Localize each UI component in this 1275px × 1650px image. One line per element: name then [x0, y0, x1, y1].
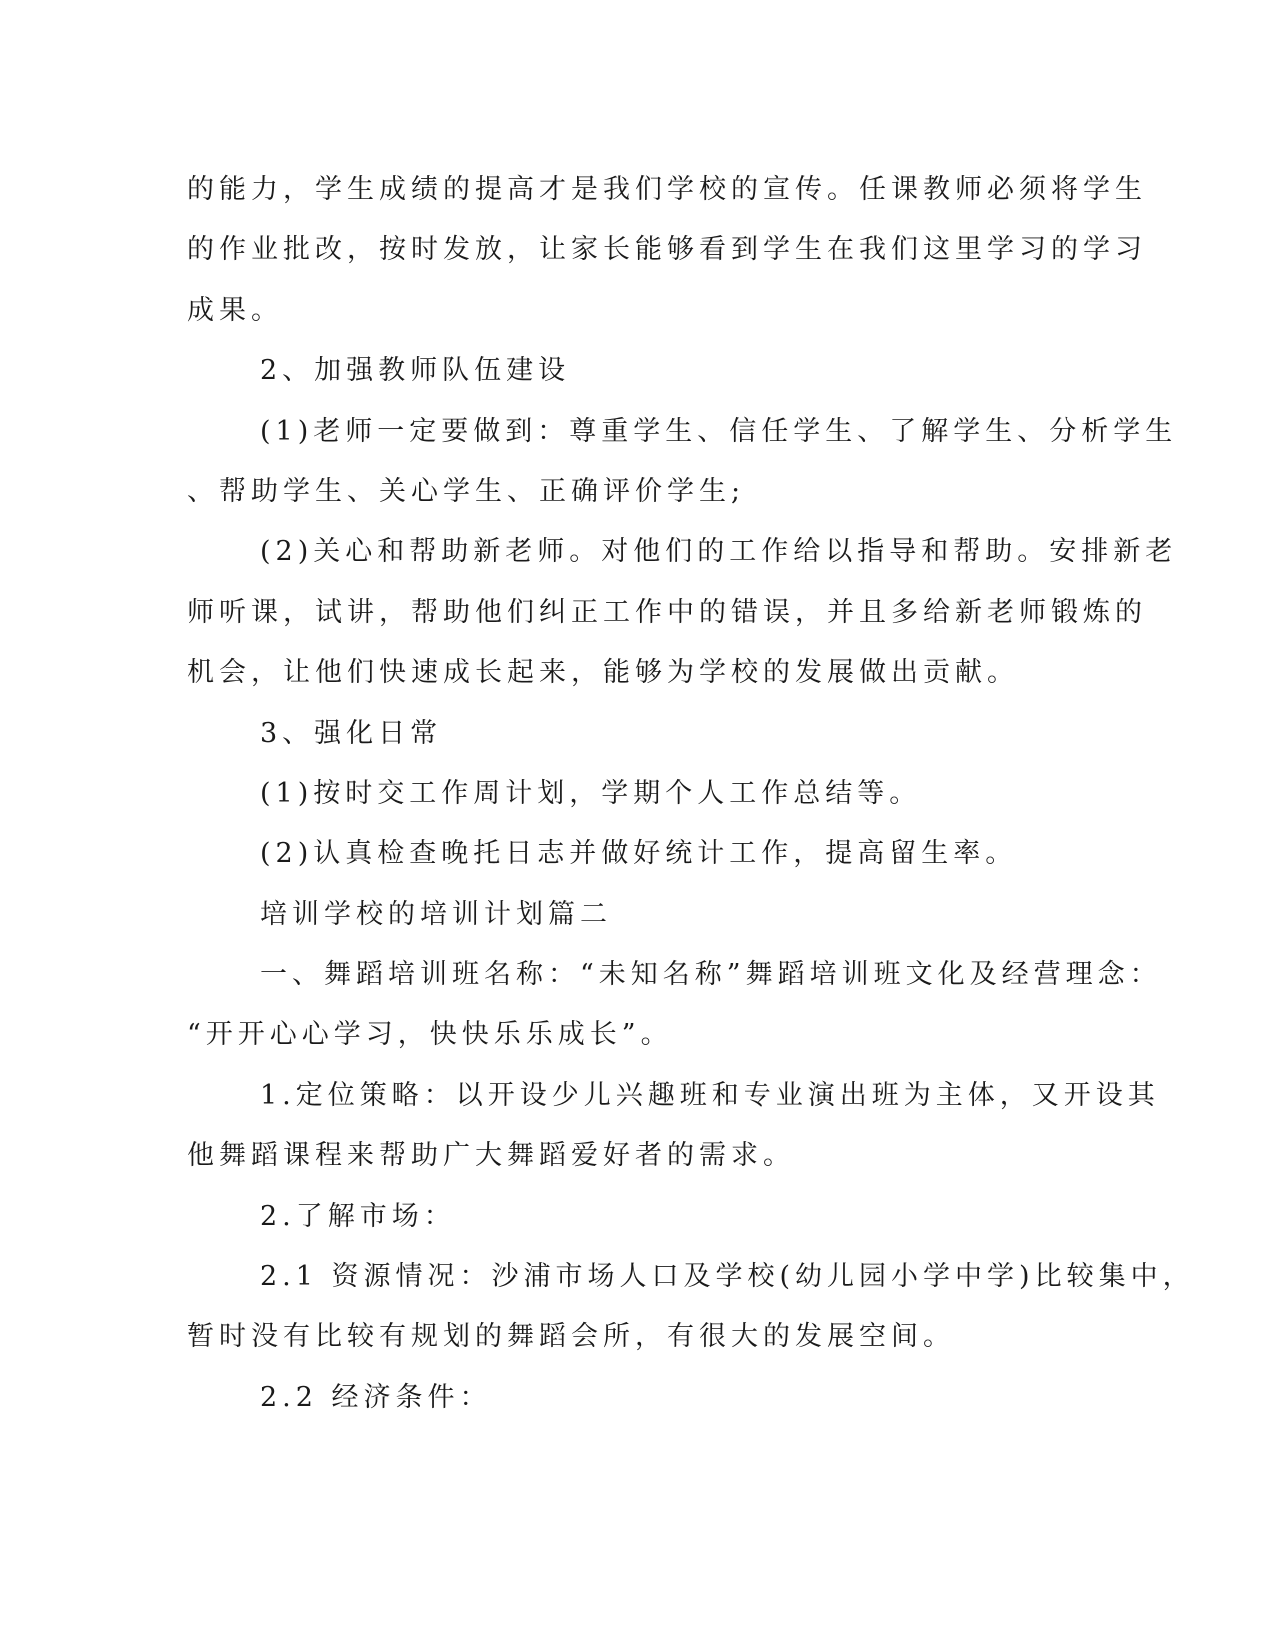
section-heading: 2、加强教师队伍建设: [260, 355, 571, 387]
document-body: [187, 160, 1195, 1428]
text-line: 、帮助学生、关心学生、正确评价学生;: [187, 475, 746, 507]
text-line: 2.1 资源情况：沙浦市场人口及学校(幼儿园小学中学)比较集中，: [260, 1261, 1195, 1293]
text-line: (2)关心和帮助新老师。对他们的工作给以指导和帮助。安排新老: [260, 536, 1178, 568]
text-line: 他舞蹈课程来帮助广大舞蹈爱好者的需求。: [187, 1140, 795, 1172]
text-line: (1)按时交工作周计划，学期个人工作总结等。: [260, 777, 922, 809]
section-heading: 2.2 经济条件：: [260, 1381, 492, 1413]
section-heading: 3、强化日常: [260, 717, 443, 749]
chapter-title: 培训学校的培训计划篇二: [260, 898, 612, 930]
section-heading: 2.了解市场：: [260, 1200, 456, 1232]
text-line: 暂时没有比较有规划的舞蹈会所，有很大的发展空间。: [187, 1321, 955, 1353]
text-line: 机会，让他们快速成长起来，能够为学校的发展做出贡献。: [187, 657, 1019, 689]
text-line: 的能力，学生成绩的提高才是我们学校的宣传。任课教师必须将学生: [187, 174, 1147, 205]
text-line: “开开心心学习，快快乐乐成长”。: [187, 1019, 673, 1051]
text-line: 成果。: [187, 294, 283, 326]
text-line: (2)认真检查晚托日志并做好统计工作，提高留生率。: [260, 838, 1018, 870]
text-line: 师听课，试讲，帮助他们纠正工作中的错误，并且多给新老师锻炼的: [187, 596, 1147, 628]
text-line: 的作业批改，按时发放，让家长能够看到学生在我们这里学习的学习: [187, 234, 1147, 266]
text-line: (1)老师一定要做到：尊重学生、信任学生、了解学生、分析学生: [260, 415, 1178, 447]
text-line: 1.定位策略：以开设少儿兴趣班和专业演出班为主体，又开设其: [260, 1079, 1160, 1111]
text-line: 一、舞蹈培训班名称：“未知名称”舞蹈培训班文化及经营理念：: [260, 959, 1162, 991]
